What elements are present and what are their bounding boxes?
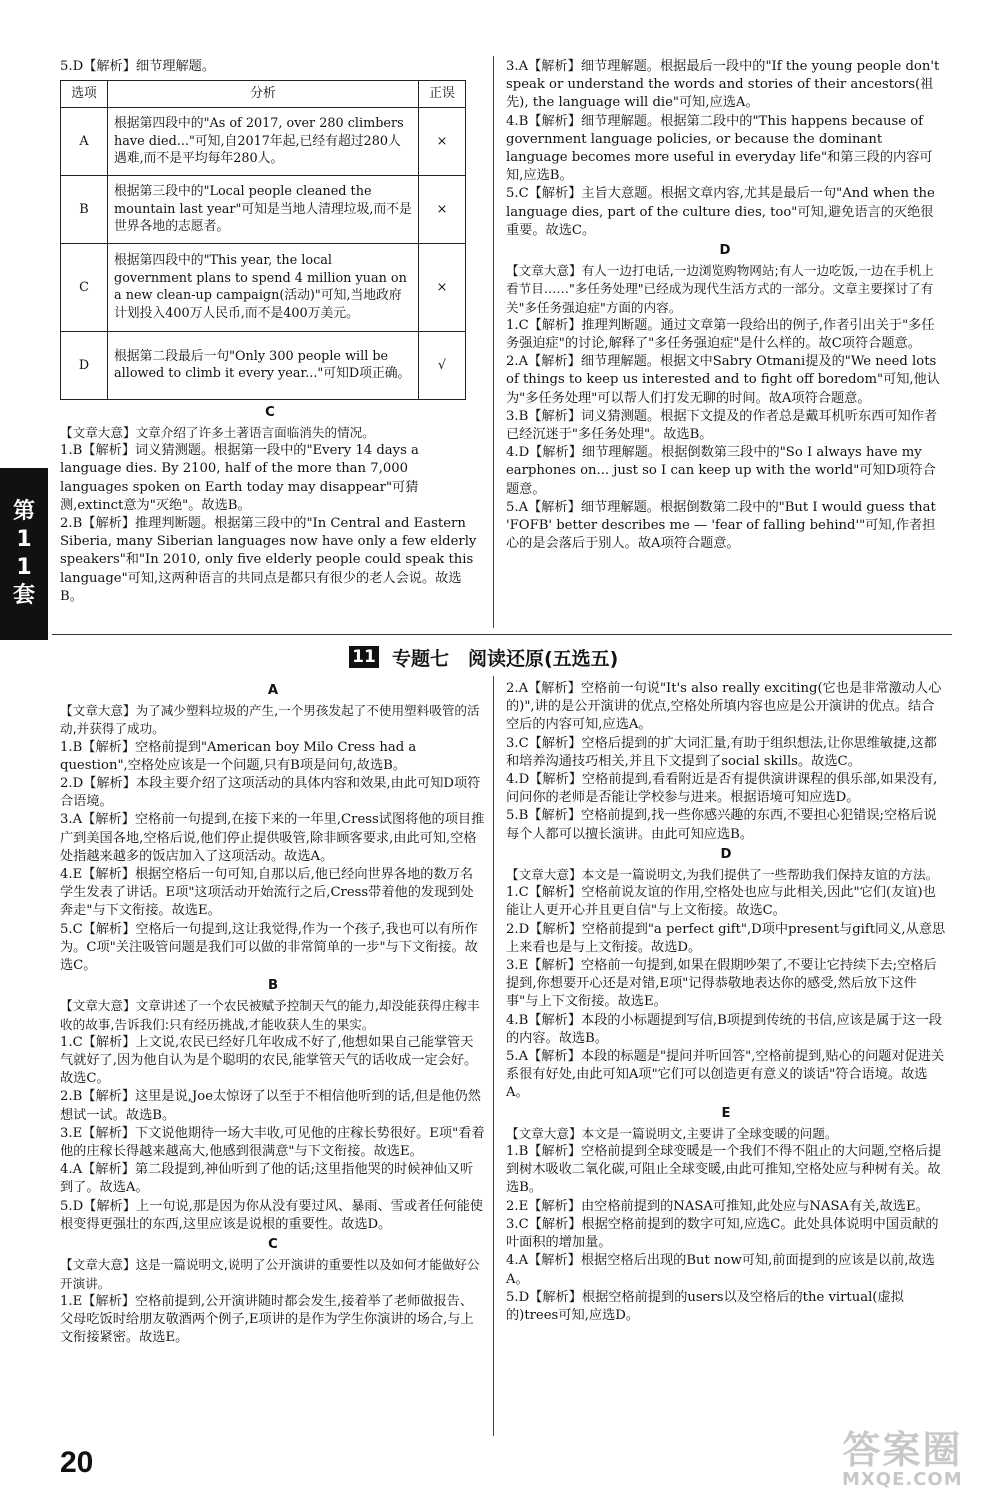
top-right-column [506, 58, 944, 553]
answer-item: 1.B【解析】空格前提到"American boy Milo Cress had a question",空格处应该是一个问题,只有B项是问句,故选B。 [60, 739, 417, 773]
option-cell: A [61, 107, 108, 175]
answer-item: 1.C【解析】上文说,农民已经好几年收成不好了,他想如果自己能掌管天气就好了,因为他自认为是个聪明的农民,能掌管天气的话收成一定会好。故选C。 [60, 1034, 478, 1087]
set-number-box: 11 [349, 646, 379, 668]
answer-item: 1.B【解析】空格前提到全球变暖是一个我们不得不阻止的大问题,空格后提到树木吸收二氧化碳,可阻止全球变暖,由此可推知,空格处应与种树有关。故选B。 [506, 1144, 942, 1196]
answer-item: 2.D【解析】本段主要介绍了这项活动的具体内容和效果,由此可知D项符合语境。 [60, 776, 481, 810]
table-row [61, 243, 466, 331]
answer-item: 1.C【解析】空格前说友谊的作用,空格处也应与此相关,因此"它们(友谊)也能让人更开心并且更自信"与上文衔接。故选C。 [506, 885, 936, 919]
table-row [61, 107, 466, 175]
watermark-text: 答案圈 [842, 1428, 963, 1472]
section-heading [0, 640, 1000, 674]
q5-intro: 5.D【解析】细节理解题。 [60, 59, 216, 74]
answer-item: 2.A【解析】细节理解题。根据文中Sabry Otmani提及的"We need lots of things to keep us interested and to fight off boredom"可知,他认为"多任务处理"可以帮人们打发无聊的时间。故A项符合题意。 [506, 354, 940, 406]
section-letter: A [267, 683, 279, 698]
section-letter: B [267, 978, 279, 994]
table-row [61, 175, 466, 243]
answer-item: 5.A【解析】本段的标题是"提问并听回答",空格前提到,贴心的问题对促进关系很有好处,由此可知A项"它们可以创造更有意义的谈话"符合语境。故选A。 [506, 1049, 945, 1101]
article-summary: 【文章大意】这是一篇说明文,说明了公开演讲的重要性以及如何才能做好公开演讲。 [60, 1257, 480, 1291]
answer-item: 2.E【解析】由空格前提到的NASA可推知,此处应与NASA有关,故选E。 [506, 1198, 929, 1214]
article-summary: 【文章大意】本文是一篇说明文,主要讲了全球变暖的问题。 [506, 1125, 838, 1141]
answer-item: 3.A【解析】空格前一句提到,在接下来的一年里,Cress试图将他的项目推广到美国各地,空格后说,他们停止提供吸管,除非顾客要求,由此可知,空格处指越来越多的饭店加入了这项活动。故选A。 [60, 812, 485, 864]
set-number-tab [0, 468, 48, 640]
set-number-label: 第11套 [12, 499, 35, 608]
answer-item: 4.B【解析】细节理解题。根据第二段中的"This happens because of government language policies, or because the dominant language becomes more useful in everyday life"和第三段的内容可知,应选B。 [506, 113, 933, 184]
answer-item: 3.C【解析】空格后提到的扩大词汇量,有助于组织想法,让你思维敏捷,这都和培养沟通技巧相关,并且下文提到了social skills。故选C。 [506, 735, 937, 769]
answer-item: 4.A【解析】根据空格后出现的But now可知,前面提到的应该是以前,故选A。 [506, 1253, 935, 1287]
bottom-left-column [60, 680, 486, 1347]
answer-item: 2.B【解析】这里是说,Joe太惊讶了以至于不相信他听到的话,但是他仍然想试一试。故选B。 [60, 1089, 481, 1123]
watermark-url: MXQE.COM [842, 1469, 963, 1490]
analysis-cell: 根据第二段最后一句"Only 300 people will be allowed to climb it every year..."可知D项正确。 [108, 331, 419, 399]
answer-item: 5.B【解析】空格前提到,找一些你感兴趣的东西,不要担心犯错误;空格后说每个人都可以擅长演讲。由此可知应选B。 [506, 808, 937, 842]
top-left-column [60, 58, 480, 606]
article-summary: 【文章大意】文章讲述了一个农民被赋予控制天气的能力,却没能获得庄稼丰收的故事,告诉我们:只有经历挑战,才能收获人生的果实。 [60, 998, 480, 1032]
answer-item: 4.D【解析】空格前提到,看看附近是否有提供演讲课程的俱乐部,如果没有,问问你的老师是否能让学校参与进来。根据语境可知应选D。 [506, 772, 938, 806]
heading-rule [52, 634, 952, 635]
section-letter: C [265, 404, 275, 420]
table-header: 选项 [61, 81, 108, 108]
mark-cell: √ [419, 331, 466, 399]
table-header-row [61, 81, 466, 108]
answer-item: 4.D【解析】细节理解题。根据倒数第三段中的"So I always have my earphones on... just so I can keep up with the world"可知D项符合题意。 [506, 445, 936, 497]
section-letter: E [721, 1105, 731, 1121]
section-title: 专题七 阅读还原(五选五) [392, 648, 619, 670]
answer-item: 3.B【解析】词义猜测题。根据下文提及的作者总是戴耳机听东西可知作者已经沉迷于"多任务处理"。故选B。 [506, 408, 938, 443]
option-cell: D [61, 331, 108, 399]
mark-cell: × [419, 175, 466, 243]
answer-item: 5.D【解析】根据空格前提到的users以及空格后的the virtual(虚拟的)trees可知,应选D。 [506, 1289, 904, 1323]
table-row [61, 331, 466, 399]
answer-item: 3.A【解析】细节理解题。根据最后一段中的"If the young people don't speak or understand the words and stories of their ancestors(祖先), the language will die"可知,应选A。 [506, 59, 940, 111]
article-summary: 【文章大意】文章介绍了许多土著语言面临消失的情况。 [60, 425, 375, 440]
analysis-table [60, 80, 466, 400]
column-divider-bottom [493, 676, 494, 1436]
answer-item: 5.D【解析】上一句说,那是因为你从没有要过风、暴雨、雪或者任何能使根变得更强壮的东西,这里应该是说根的重要性。故选D。 [60, 1198, 483, 1232]
answer-item: 2.B【解析】推理判断题。根据第三段中的"In Central and Eastern Siberia, many Siberian languages now have only a few elderly speakers"和"In 2010, only five elderly people could speak this language"可知,这两种语言的共同点是都只有很少的老人会说。故选B。 [60, 516, 477, 604]
bottom-right-column [506, 680, 946, 1325]
answer-item: 2.A【解析】空格前一句说"It's also really exciting(它也是非常激动人心的)",讲的是公开演讲的优点,空格处所填内容也应是公开演讲的优点。结合空后的内容可知,应选A。 [506, 681, 942, 733]
answer-item: 5.A【解析】细节理解题。根据倒数第二段中的"But I would guess that 'FOFB' better describes me — 'fear of falling behind'"可知,作者担心的是会落后于别人。故A项符合题意。 [506, 499, 936, 552]
mark-cell: × [419, 243, 466, 331]
section-letter: D [719, 243, 731, 259]
watermark-logo [842, 1430, 963, 1490]
article-summary: 【文章大意】为了减少塑料垃圾的产生,一个男孩发起了不使用塑料吸管的活动,并获得了成功。 [60, 703, 480, 737]
answer-item: 3.E【解析】空格前一句提到,如果在假期吵架了,不要让它持续下去;空格后提到,你想要开心还是对错,E项"记得恭敬地表达你的感受,然后放下这件事"与上下文衔接。故选E。 [506, 958, 937, 1010]
analysis-cell: 根据第四段中的"As of 2017, over 280 climbers have died..."可知,自2017年起,已经有超过280人遇难,而不是平均每年280人。 [108, 107, 419, 175]
page-number: 20 [60, 1446, 94, 1479]
answer-item: 3.C【解析】根据空格前提到的数字可知,应选C。此处具体说明中国贡献的叶面积的增加量。 [506, 1216, 939, 1251]
answer-item: 2.D【解析】空格前提到"a perfect gift",D项中present与gift同义,从意思上来看也是与上文衔接。故选D。 [506, 921, 946, 955]
answer-item: 4.A【解析】第二段提到,神仙听到了他的话;这里指他哭的时候神仙又听到了。故选A。 [60, 1162, 474, 1196]
section-letter: D [720, 846, 732, 862]
analysis-cell: 根据第四段中的"This year, the local government plans to spend 4 million yuan on a new clean-up campaign(活动)"可知,当地政府计划投入400万人民币,而不是400万美元。 [108, 243, 419, 331]
answer-item: 3.E【解析】下文说他期待一场大丰收,可见他的庄稼长势很好。E项"看着他的庄稼长得越来越高大,他感到很满意"与下文衔接。故选E。 [60, 1125, 485, 1160]
analysis-cell: 根据第三段中的"Local people cleaned the mountain last year"可知是当地人清理垃圾,而不是世界各地的志愿者。 [108, 175, 419, 243]
answer-item: 5.C【解析】主旨大意题。根据文章内容,尤其是最后一句"And when the language dies, part of the culture dies, too"可知,避免语言的灭绝很重要。故选C。 [506, 186, 935, 238]
table-header: 分析 [108, 81, 419, 108]
option-cell: C [61, 243, 108, 331]
mark-cell: × [419, 107, 466, 175]
answer-item: 1.E【解析】空格前提到,公开演讲随时都会发生,接着举了老师做报告、父母吃饭时给朋友敬酒两个例子,E项讲的是作为学生你演讲的场合,与上文衔接紧密。故选E。 [60, 1293, 474, 1346]
answer-item: 4.E【解析】根据空格后一句可知,自那以后,他已经向世界各地的数万名学生发表了讲话。E项"这项活动开始流行之后,Cress带着他的发现到处奔走"与下文衔接。故选E。 [60, 867, 474, 919]
option-cell: B [61, 175, 108, 243]
section-letter: C [268, 1237, 278, 1253]
article-summary: 【文章大意】有人一边打电话,一边浏览购物网站;有人一边吃饭,一边在手机上看节目……"多任务处理"已经成为现代生活方式的一部分。文章主要探讨了有关"多任务强迫症"方面的内容。 [506, 263, 934, 315]
answer-item: 5.C【解析】空格后一句提到,这让我觉得,作为一个孩子,我也可以有所作为。C项"关注吸管问题是我们可以做的非常简单的一步"与下文衔接。故选C。 [60, 921, 478, 974]
column-divider-top [493, 56, 494, 628]
answer-item: 4.B【解析】本段的小标题提到写信,B项提到传统的书信,应该是属于这一段的内容。故选B。 [506, 1012, 942, 1046]
table-header: 正误 [419, 81, 466, 108]
answer-item: 1.B【解析】词义猜测题。根据第一段中的"Every 14 days a language dies. By 2100, half of the more than 7,000 languages spoken on Earth today may disappear"可猜测,extinct意为"灭绝"。故选B。 [60, 443, 419, 513]
article-summary: 【文章大意】本文是一篇说明文,为我们提供了一些帮助我们保持友谊的方法。 [506, 867, 939, 883]
answer-item: 1.C【解析】推理判断题。通过文章第一段给出的例子,作者引出关于"多任务强迫症"的讨论,解释了"多任务强迫症"是什么样的。故C项符合题意。 [506, 317, 935, 352]
